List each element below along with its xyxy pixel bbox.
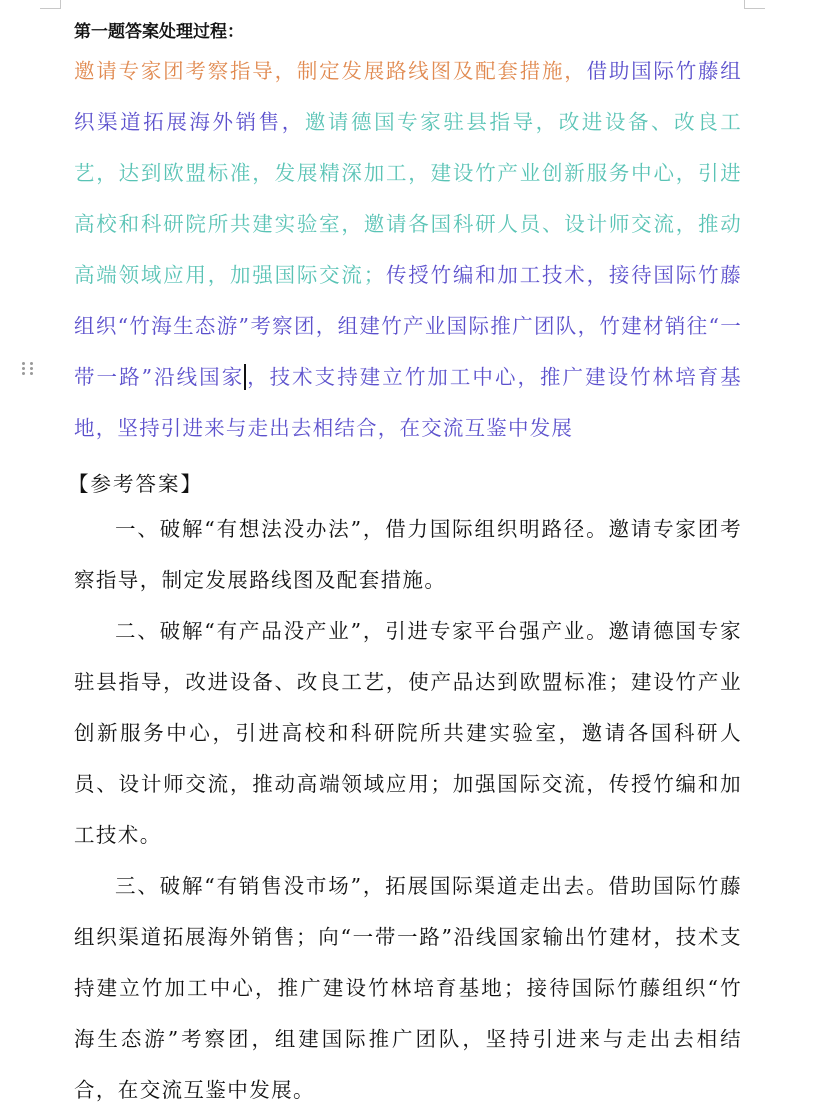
answer-item-3-title: 三、破解“有销售没市场”，拓展国际渠道走出去。 (115, 874, 609, 898)
process-segment-overseas-sales: 借助国际竹藤组织渠道拓展海外销售， (74, 59, 742, 134)
answer-item-3-body: 借助国际竹藤组织渠道拓展海外销售；向“一带一路”沿线国家输出竹建材，技术支持建立竹加工中心，推广建设竹林培育基地；接待国际竹藤组织“竹海生态游”考察团，组建国际推广团队，坚持引进来与走出去相结合，在交流互鉴中发展。 (74, 874, 742, 1102)
page-corner-mark-left (40, 0, 61, 9)
answer-item-2 (74, 606, 742, 861)
answer-item-2-title: 二、破解“有产品没产业”，引进专家平台强产业。 (115, 619, 609, 643)
reference-answer-title: 【参考答案】 (68, 472, 203, 496)
answer-item-1-title: 一、破解“有想法没办法”，借力国际组织明路径。 (115, 517, 609, 541)
page-corner-mark-right (744, 0, 765, 9)
process-heading: 第一题答案处理过程： (74, 22, 244, 42)
answer-item-1-body: 邀请专家团考察指导，制定发展路线图及配套措施。 (74, 517, 742, 592)
process-paragraph[interactable] (74, 46, 742, 454)
answer-item-3 (74, 861, 742, 1116)
process-segment-international-promotion: 传授竹编和加工技术，接待国际竹藤组织“竹海生态游”考察团，组建竹产业国际推广团队，竹建材销往“一带一路”沿线国家 (74, 263, 742, 389)
drag-handle-icon[interactable] (22, 362, 34, 378)
process-segment-base-building: ，技术支持建立竹加工中心，推广建设竹林培育基地，坚持引进来与走出去相结合，在交流互鉴中发展 (74, 365, 742, 440)
document-page (68, 20, 742, 1116)
process-segment-technology-upgrade: 邀请德国专家驻县指导，改进设备、改良工艺，达到欧盟标准，发展精深加工，建设竹产业创新服务中心，引进高校和科研院所共建实验室，邀请各国科研人员、设计师交流，推动高端领域应用，加强国际交流； (74, 110, 742, 287)
answer-item-1 (74, 504, 742, 606)
answer-item-2-body: 邀请德国专家驻县指导，改进设备、改良工艺，使产品达到欧盟标准；建设竹产业创新服务中心，引进高校和科研院所共建实验室，邀请各国科研人员、设计师交流，推动高端领域应用；加强国际交流，传授竹编和加工技术。 (74, 619, 742, 847)
process-segment-expert-guidance: 邀请专家团考察指导，制定发展路线图及配套措施， (74, 59, 587, 83)
